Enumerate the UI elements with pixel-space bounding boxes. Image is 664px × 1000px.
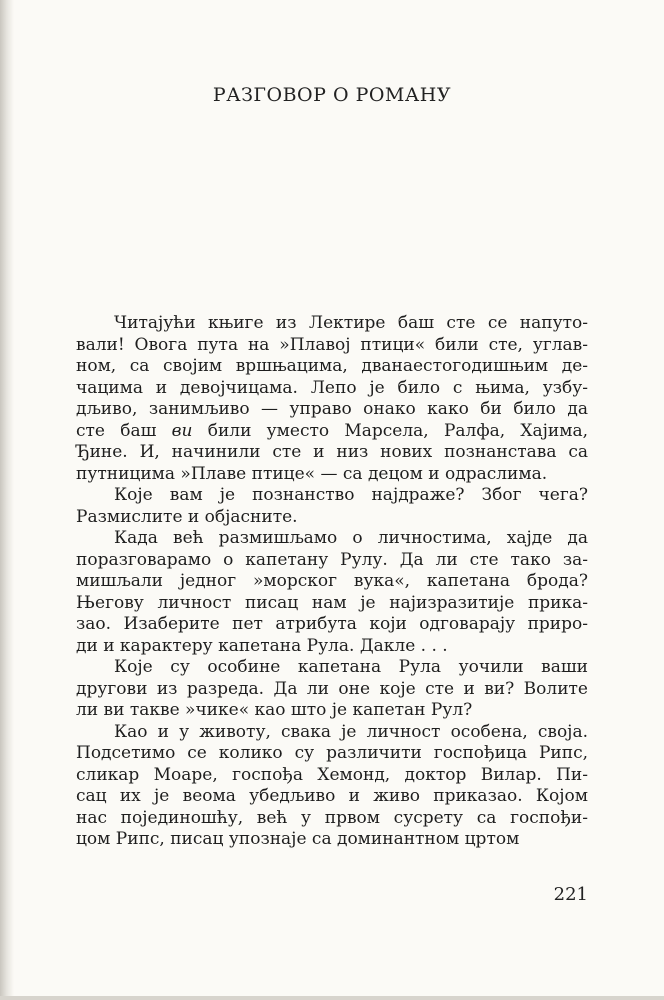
- text-line: [76, 421, 588, 443]
- text-line: путницима »Плаве птице« — са децом и одраслима.: [76, 463, 548, 484]
- text-line: Читајући књиге из Лектире баш сте се напуто-: [114, 313, 588, 333]
- chapter-title: РАЗГОВОР О РОМАНУ: [212, 84, 452, 106]
- text-line: Његову личност писац нам је најизразитије прика-: [76, 592, 588, 613]
- paragraph: [76, 485, 588, 528]
- text-line: сац их је веома убедљиво и живо приказао. Којом: [76, 786, 588, 806]
- text-line: Када већ размишљамо о личностима, хајде да: [114, 528, 588, 548]
- text-line: нас појединошћу, већ у првом сусрету са госпођи-: [76, 807, 588, 828]
- paragraph: [76, 313, 588, 485]
- body-text: [76, 313, 588, 851]
- text-line: ди и карактеру капетана Рула. Дакле . . .: [76, 635, 448, 656]
- page-bottom-edge: [0, 996, 664, 1000]
- paragraph: [76, 528, 588, 657]
- text-line: цом Рипс, писац упознаје са доминантном цртом: [76, 829, 520, 849]
- text-line: дљиво, занимљиво — управо онако како би било да: [76, 399, 588, 419]
- text-line: ли ви такве »чике« као што је капетан Рул?: [76, 700, 473, 720]
- emphasized-word: ви: [171, 420, 193, 441]
- text-line: Размислите и објасните.: [76, 506, 298, 527]
- text-line: другови из разреда. Да ли оне које сте и ви? Волите: [76, 678, 588, 699]
- text-line: Које вам је познанство најдраже? Због чега?: [114, 485, 588, 505]
- text-line: Које су особине капетана Рула уочили ваши: [114, 657, 588, 677]
- text-line: Ђине. И, начинили сте и низ нових познанстава са: [76, 442, 588, 462]
- page-gutter-shadow: [0, 0, 14, 1000]
- text-segment: били уместо Марсела, Ралфа, Хајима,: [192, 420, 589, 441]
- text-line: зао. Изаберите пет атрибута који одговарају приро-: [76, 614, 588, 634]
- text-line: Подсетимо се колико су различити госпођица Рипс,: [76, 743, 588, 763]
- paragraph: [76, 722, 588, 851]
- text-line: вали! Овога пута на »Плавој птици« били сте, углав-: [76, 334, 588, 355]
- paragraph: [76, 657, 588, 722]
- page-number: 221: [553, 884, 588, 905]
- text-line: мишљали једног »морског вука«, капетана брода?: [76, 571, 588, 591]
- text-line: поразговарамо о капетану Рулу. Да ли сте тако за-: [76, 549, 588, 570]
- text-line: ном, са својим вршњацима, дванаестогодишњим де-: [76, 356, 588, 376]
- text-segment: сте баш: [76, 420, 172, 441]
- text-line: чацима и девојчицама. Лепо је било с њима, узбу-: [76, 377, 588, 398]
- text-line: Као и у животу, свака је личност особена, своја.: [114, 721, 588, 742]
- text-line: сликар Моаре, госпођа Хемонд, доктор Вилар. Пи-: [76, 764, 588, 785]
